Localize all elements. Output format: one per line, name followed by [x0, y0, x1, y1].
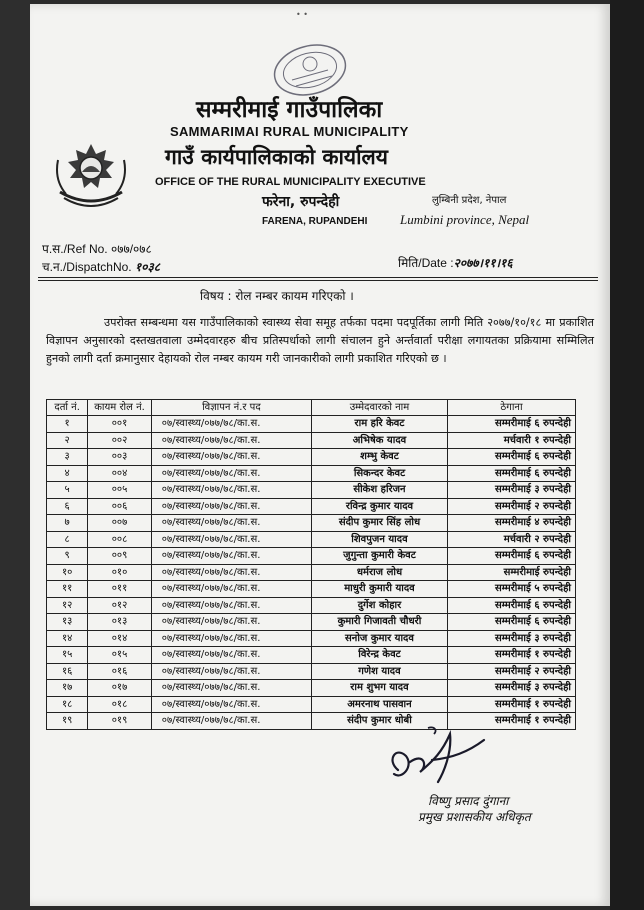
column-header: उम्मेदवारको नाम	[311, 400, 447, 416]
advert-post-cell: ०७/स्वास्थ्य/०७७/७८/का.स.	[151, 680, 311, 697]
roll-number-cell: ०१२	[88, 597, 151, 614]
advert-post-cell: ०७/स्वास्थ्य/०७७/७८/का.स.	[151, 531, 311, 548]
roll-number-table	[46, 399, 576, 730]
reg-number-cell: ८	[47, 531, 88, 548]
municipality-name-np: सम्मरीमाई गाउँपालिका	[196, 97, 383, 123]
divider	[38, 280, 598, 281]
table-row	[47, 680, 576, 697]
address-cell: सम्मरीमाई १ रुपन्देही	[447, 647, 575, 664]
column-header: कायम रोल नं.	[88, 400, 151, 416]
roll-number-cell: ००२	[88, 432, 151, 449]
reg-number-cell: १८	[47, 696, 88, 713]
address-cell: सम्मरीमाई ३ रुपन्देही	[447, 630, 575, 647]
advert-post-cell: ०७/स्वास्थ्य/०७७/७८/का.स.	[151, 630, 311, 647]
table-row	[47, 416, 576, 433]
address-cell: मर्चवारी २ रुपन्देही	[447, 531, 575, 548]
office-name-np: गाउँ कार्यपालिकाको कार्यालय	[165, 145, 388, 169]
candidate-name-cell: अमरनाथ पासवान	[311, 696, 447, 713]
column-header: ठेगाना	[447, 400, 575, 416]
advert-post-cell: ०७/स्वास्थ्य/०७७/७८/का.स.	[151, 498, 311, 515]
address-cell: सम्मरीमाई १ रुपन्देही	[447, 696, 575, 713]
advert-post-cell: ०७/स्वास्थ्य/०७७/७८/का.स.	[151, 465, 311, 482]
column-header: दर्ता नं.	[47, 400, 88, 416]
advert-post-cell: ०७/स्वास्थ्य/०७७/७८/का.स.	[151, 515, 311, 532]
candidate-name-cell: सनोज कुमार यादव	[311, 630, 447, 647]
table-row	[47, 663, 576, 680]
address-cell: सम्मरीमाई ६ रुपन्देही	[447, 548, 575, 565]
advert-post-cell: ०७/स्वास्थ्य/०७७/७८/का.स.	[151, 564, 311, 581]
address-en: FARENA, RUPANDEHI	[262, 216, 368, 227]
candidate-name-cell: सिकन्दर केवट	[311, 465, 447, 482]
candidate-name-cell: संदीप कुमार धोबी	[311, 713, 447, 730]
roll-number-cell: ०१६	[88, 663, 151, 680]
candidate-name-cell: राम शुभग यादव	[311, 680, 447, 697]
roll-number-cell: ००३	[88, 449, 151, 466]
roll-number-cell: ००४	[88, 465, 151, 482]
table-row	[47, 696, 576, 713]
reg-number-cell: १३	[47, 614, 88, 631]
address-cell: सम्मरीमाई १ रुपन्देही	[447, 713, 575, 730]
advert-post-cell: ०७/स्वास्थ्य/०७७/७८/का.स.	[151, 647, 311, 664]
date-label: मिति/Date :	[398, 256, 454, 270]
address-cell: मर्चवारी १ रुपन्देही	[447, 432, 575, 449]
candidate-name-cell: दुर्गेश कोहार	[311, 597, 447, 614]
address-cell: सम्मरीमाई ६ रुपन्देही	[447, 597, 575, 614]
reg-number-cell: २	[47, 432, 88, 449]
address-np: फरेना, रुपन्देही	[262, 194, 340, 210]
signatory-name: विष्णु प्रसाद दुंगाना	[428, 794, 509, 808]
candidate-name-cell: धर्मराज लोध	[311, 564, 447, 581]
reg-number-cell: ३	[47, 449, 88, 466]
reg-number-cell: ११	[47, 581, 88, 598]
candidate-name-cell: अभिषेक यादव	[311, 432, 447, 449]
office-name-en: OFFICE OF THE RURAL MUNICIPALITY EXECUTIVE	[155, 176, 426, 188]
document-date	[398, 254, 513, 271]
address-cell: सम्मरीमाई ६ रुपन्देही	[447, 614, 575, 631]
candidate-name-cell: शिवपुजन यादव	[311, 531, 447, 548]
candidate-name-cell: संदीप कुमार सिंह लोध	[311, 515, 447, 532]
reg-number-cell: १४	[47, 630, 88, 647]
candidate-name-cell: राम हरि केवट	[311, 416, 447, 433]
reg-number-cell: १	[47, 416, 88, 433]
table-row	[47, 482, 576, 499]
table-row	[47, 581, 576, 598]
roll-number-cell: ०१९	[88, 713, 151, 730]
roll-number-cell: ०१५	[88, 647, 151, 664]
advert-post-cell: ०७/स्वास्थ्य/०७७/७८/का.स.	[151, 581, 311, 598]
background-left	[0, 0, 30, 910]
province-en: Lumbini province, Nepal	[400, 212, 530, 227]
address-cell: सम्मरीमाई ४ रुपन्देही	[447, 515, 575, 532]
reg-number-cell: ४	[47, 465, 88, 482]
reg-number-cell: १०	[47, 564, 88, 581]
candidate-name-cell: सीकेश हरिजन	[311, 482, 447, 499]
ref-value: ०७७/०७८	[110, 242, 152, 256]
address-cell: सम्मरीमाई २ रुपन्देही	[447, 663, 575, 680]
table-header-row	[47, 400, 576, 416]
address-cell: सम्मरीमाई ५ रुपन्देही	[447, 581, 575, 598]
advert-post-cell: ०७/स्वास्थ्य/०७७/७८/का.स.	[151, 416, 311, 433]
table-row	[47, 449, 576, 466]
table-row	[47, 564, 576, 581]
roll-number-cell: ०१७	[88, 680, 151, 697]
advert-post-cell: ०७/स्वास्थ्य/०७७/७८/का.स.	[151, 696, 311, 713]
advert-post-cell: ०७/स्वास्थ्य/०७७/७८/का.स.	[151, 713, 311, 730]
address-cell: सम्मरीमाई रुपन्देही	[447, 564, 575, 581]
roll-number-cell: ००९	[88, 548, 151, 565]
table-row	[47, 432, 576, 449]
advert-post-cell: ०७/स्वास्थ्य/०७७/७८/का.स.	[151, 482, 311, 499]
address-cell: सम्मरीमाई ६ रुपन्देही	[447, 465, 575, 482]
address-cell: सम्मरीमाई २ रुपन्देही	[447, 498, 575, 515]
ref-label: प.स./Ref No.	[42, 242, 108, 256]
table-row	[47, 498, 576, 515]
reg-number-cell: ६	[47, 498, 88, 515]
roll-number-cell: ००८	[88, 531, 151, 548]
roll-number-cell: ०१३	[88, 614, 151, 631]
divider	[38, 277, 598, 278]
roll-number-cell: ०१८	[88, 696, 151, 713]
nepal-emblem-icon	[52, 140, 130, 216]
reg-number-cell: ५	[47, 482, 88, 499]
province-np: लुम्बिनी प्रदेश, नेपाल	[432, 195, 507, 206]
reg-number-cell: १२	[47, 597, 88, 614]
candidate-name-cell: रविन्द्र कुमार यादव	[311, 498, 447, 515]
advert-post-cell: ०७/स्वास्थ्य/०७७/७८/का.स.	[151, 432, 311, 449]
advert-post-cell: ०७/स्वास्थ्य/०७७/७८/का.स.	[151, 449, 311, 466]
municipality-name-en: SAMMARIMAI RURAL MUNICIPALITY	[170, 124, 409, 139]
body-paragraph: उपरोक्त सम्बन्धमा यस गाउँपालिकाको स्वास्थ्य सेवा समूह तर्फका पदमा पदपूर्तिका लागी मिति २०७७/१०/१८ मा प्रकाशित विज्ञापन अनुसारको दस्तखतवाला उम्मेदवारहरु बीच प्रतिस्पर्धाको लागी संचालन हुने अर्न्तवार्ता परीक्षा लगायतका प्रक्रियामा सम्मिलित हुनको लागी दर्ता क्रमानुसार देहायको रोल नम्बर कायम गरी जानकारीको लागी प्रकाशित गरिएको छ ।	[46, 316, 594, 365]
candidate-name-cell: जुगुन्ता कुमारी केवट	[311, 548, 447, 565]
advert-post-cell: ०७/स्वास्थ्य/०७७/७८/का.स.	[151, 597, 311, 614]
candidate-name-cell: शम्भु केवट	[311, 449, 447, 466]
roll-number-cell: ००६	[88, 498, 151, 515]
column-header: विज्ञापन नं.र पद	[151, 400, 311, 416]
reg-number-cell: १९	[47, 713, 88, 730]
address-cell: सम्मरीमाई ३ रुपन्देही	[447, 680, 575, 697]
signature-icon	[372, 722, 502, 798]
advert-post-cell: ०७/स्वास्थ्य/०७७/७८/का.स.	[151, 663, 311, 680]
address-cell: सम्मरीमाई ६ रुपन्देही	[447, 416, 575, 433]
dispatch-value: १०३८	[135, 260, 160, 274]
reg-number-cell: ७	[47, 515, 88, 532]
table-row	[47, 647, 576, 664]
table-row	[47, 548, 576, 565]
signatory-title: प्रमुख प्रशासकीय अधिकृत	[418, 810, 531, 824]
reg-number-cell: १७	[47, 680, 88, 697]
roll-number-cell: ००५	[88, 482, 151, 499]
candidate-name-cell: विरेन्द्र केवट	[311, 647, 447, 664]
reg-number-cell: ९	[47, 548, 88, 565]
table-row	[47, 531, 576, 548]
dispatch-label: च.न./DispatchNo.	[42, 260, 132, 274]
table-row	[47, 614, 576, 631]
roll-number-cell: ००१	[88, 416, 151, 433]
reg-number-cell: १५	[47, 647, 88, 664]
address-cell: सम्मरीमाई ६ रुपन्देही	[447, 449, 575, 466]
subject-line: विषय : रोल नम्बर कायम गरिएको ।	[200, 289, 354, 303]
roll-number-cell: ००७	[88, 515, 151, 532]
candidate-name-cell: गणेश यादव	[311, 663, 447, 680]
advert-post-cell: ०७/स्वास्थ्य/०७७/७८/का.स.	[151, 548, 311, 565]
dispatch-number	[42, 258, 160, 275]
roll-number-cell: ०१०	[88, 564, 151, 581]
table-row	[47, 465, 576, 482]
background-right	[610, 0, 644, 910]
table-row	[47, 630, 576, 647]
address-cell: सम्मरीमाई ३ रुपन्देही	[447, 482, 575, 499]
table-row	[47, 597, 576, 614]
reg-number-cell: १६	[47, 663, 88, 680]
page-mark: • •	[296, 10, 308, 19]
table-row	[47, 515, 576, 532]
candidate-name-cell: माधुरी कुमारी यादव	[311, 581, 447, 598]
date-value: २०७७।११।१६	[453, 256, 513, 270]
roll-number-cell: ०११	[88, 581, 151, 598]
roll-number-cell: ०१४	[88, 630, 151, 647]
candidate-name-cell: कुमारी गिजावती चौधरी	[311, 614, 447, 631]
reference-number	[42, 240, 152, 257]
advert-post-cell: ०७/स्वास्थ्य/०७७/७८/का.स.	[151, 614, 311, 631]
